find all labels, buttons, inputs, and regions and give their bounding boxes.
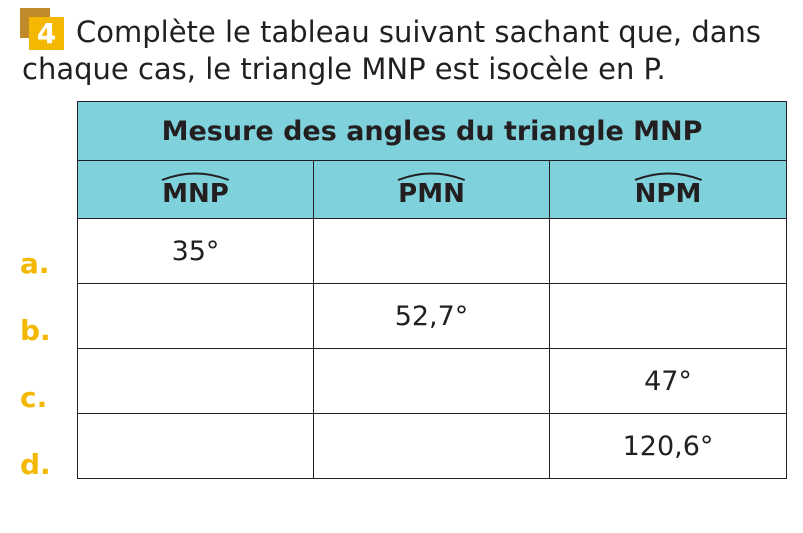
table-cell: [550, 284, 787, 349]
column-header-pmn: [314, 161, 550, 219]
table-cell: 120,6°: [550, 414, 787, 479]
table-cell: [78, 349, 314, 414]
angle-hat-icon: [162, 171, 229, 181]
instruction-line-2: chaque cas, le triangle MNP est isocèle en P.: [22, 52, 666, 86]
column-header-text: PMN: [398, 178, 465, 209]
table-cell: [314, 219, 550, 284]
table-row: [78, 349, 787, 414]
table-row: [78, 414, 787, 479]
table-cell: 35°: [78, 219, 314, 284]
table-cell: [78, 284, 314, 349]
angle-hat-icon: [398, 171, 465, 181]
angle-label: [635, 171, 702, 209]
table-cell: [314, 414, 550, 479]
column-header-text: MNP: [162, 178, 229, 209]
table-row: [78, 284, 787, 349]
table-cell: [550, 219, 787, 284]
angles-table: [77, 101, 787, 479]
column-header-mnp: [78, 161, 314, 219]
angle-hat-icon: [635, 171, 702, 181]
table-row: [78, 219, 787, 284]
instruction-text: [22, 14, 792, 88]
row-label-c: c.: [20, 381, 48, 414]
column-header-npm: [550, 161, 787, 219]
angle-label: [398, 171, 465, 209]
row-label-b: b.: [20, 314, 51, 347]
table-cell: 47°: [550, 349, 787, 414]
row-label-d: d.: [20, 448, 51, 481]
table-cell: [314, 349, 550, 414]
row-label-a: a.: [20, 247, 50, 280]
table-cell: [78, 414, 314, 479]
column-header-text: NPM: [634, 178, 702, 209]
exercise-number: 4: [29, 17, 64, 50]
table-cell: 52,7°: [314, 284, 550, 349]
instruction-line-1: Complète le tableau suivant sachant que, dans: [76, 15, 762, 49]
table-title: Mesure des angles du triangle MNP: [78, 102, 787, 161]
angle-label: [162, 171, 229, 209]
